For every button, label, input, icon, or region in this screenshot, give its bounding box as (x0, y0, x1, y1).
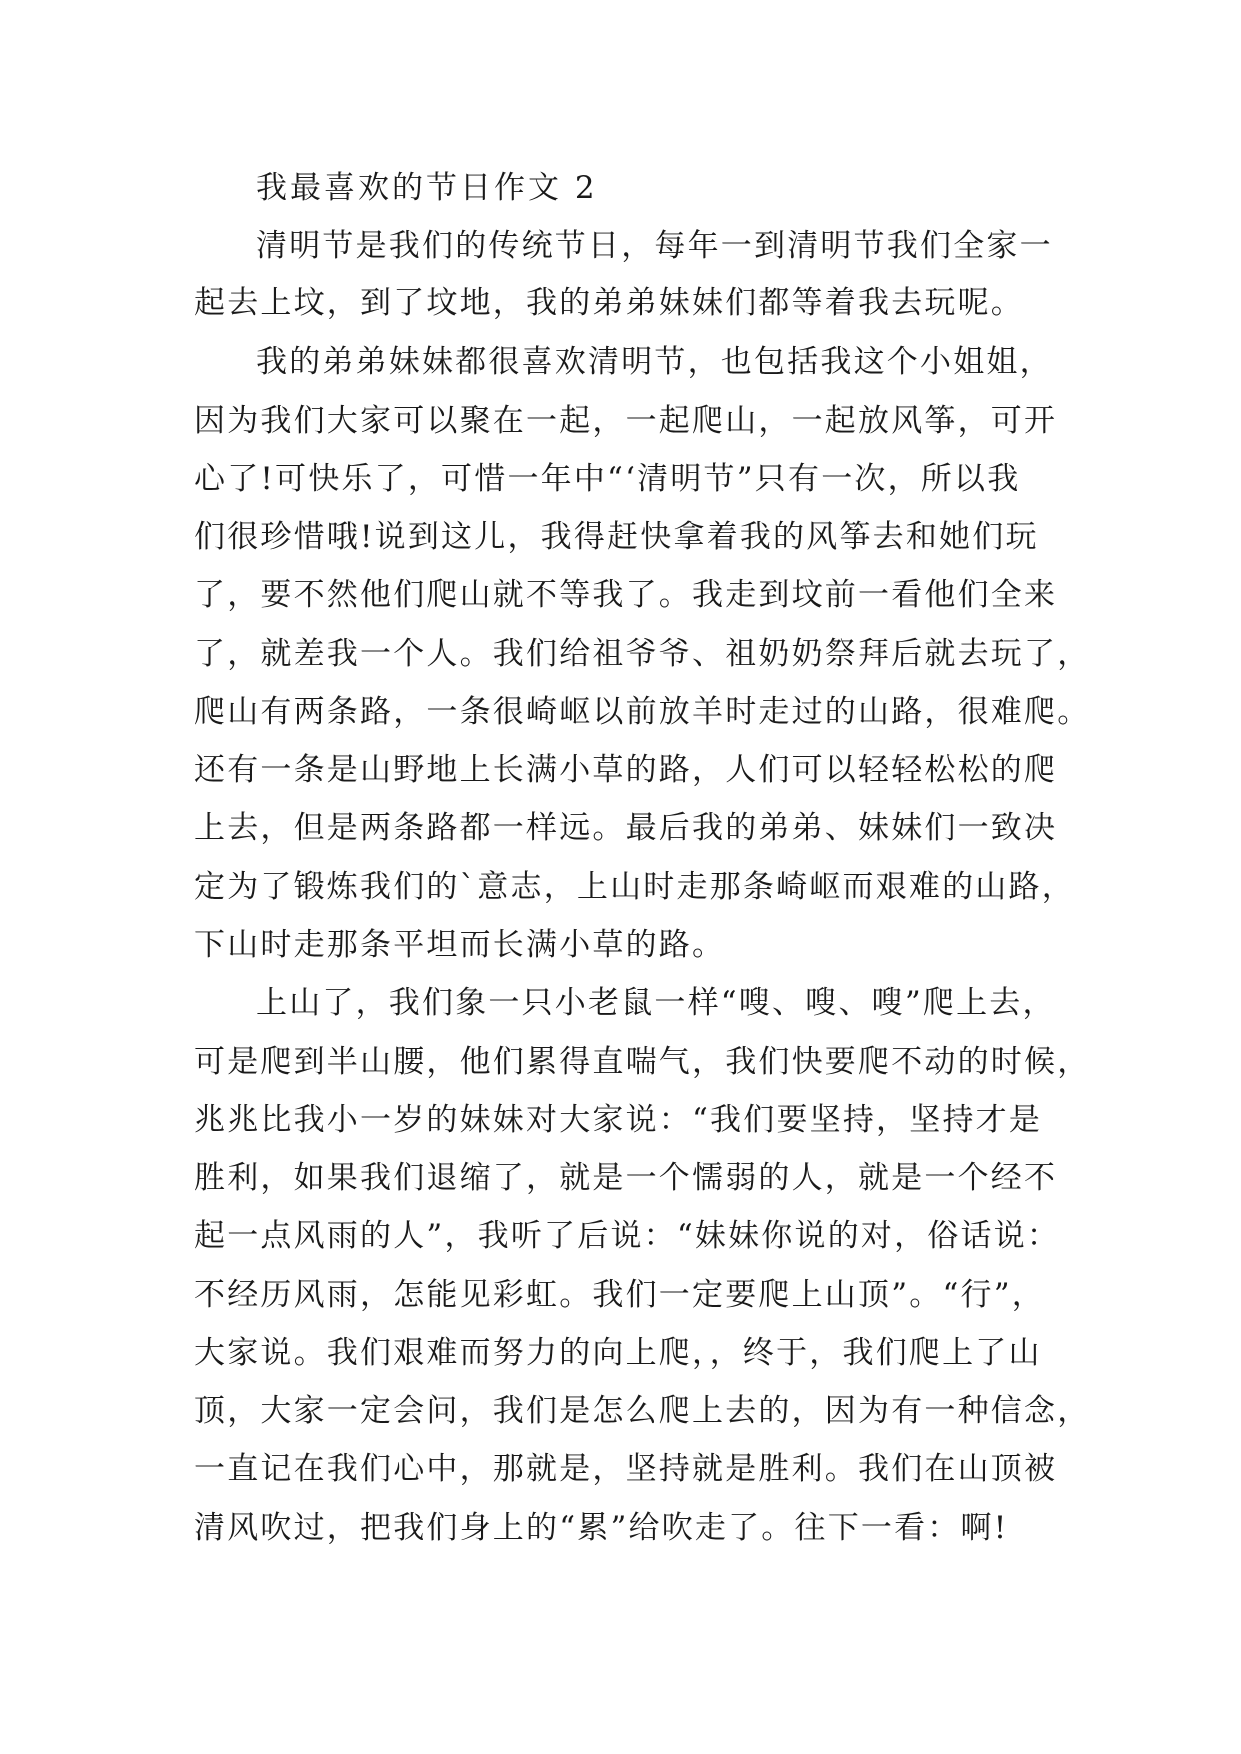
text-line: 上山了，我们象一只小老鼠一样“嗖、嗖、嗖”爬上去， (256, 985, 1056, 1021)
text-line: 还有一条是山野地上长满小草的路，人们可以轻轻松松的爬 (194, 752, 1058, 788)
text-line: 一直记在我们心中，那就是，坚持就是胜利。我们在山顶被 (194, 1451, 1058, 1487)
text-line: 因为我们大家可以聚在一起，一起爬山，一起放风筝，可开 (194, 403, 1058, 439)
text-line: 起去上坟，到了坟地，我的弟弟妹妹们都等着我去玩呢。 (194, 285, 1024, 321)
text-line: 兆兆比我小一岁的妹妹对大家说：“我们要坚持，坚持才是 (194, 1102, 1043, 1138)
text-line: 可是爬到半山腰，他们累得直喘气，我们快要爬不动的时候， (194, 1044, 1091, 1080)
text-line: 心了!可快乐了，可惜一年中“‘清明节”只有一次，所以我 (194, 461, 1021, 497)
text-line: 顶，大家一定会问，我们是怎么爬上去的，因为有一种信念， (194, 1393, 1091, 1429)
text-line: 们很珍惜哦!说到这儿，我得赶快拿着我的风筝去和她们玩 (194, 519, 1039, 555)
text-line: 胜利，如果我们退缩了，就是一个懦弱的人，就是一个经不 (194, 1160, 1058, 1196)
text-line: 下山时走那条平坦而长满小草的路。 (194, 927, 726, 963)
text-line: 起一点风雨的人”，我听了后说：“妹妹你说的对，俗话说： (194, 1218, 1061, 1254)
text-line: 大家说。我们艰难而努力的向上爬，，终于，我们爬上了山 (194, 1335, 1042, 1371)
document-title: 我最喜欢的节日作文 2 (256, 170, 598, 206)
text-line: 清明节是我们的传统节日，每年一到清明节我们全家一 (256, 228, 1053, 264)
text-line: 清风吹过，把我们身上的“累”给吹走了。往下一看：啊! (194, 1510, 1009, 1546)
text-line: 了，就差我一个人。我们给祖爷爷、祖奶奶祭拜后就去玩了， (194, 636, 1091, 672)
text-line: 上去，但是两条路都一样远。最后我的弟弟、妹妹们一致决 (194, 810, 1058, 846)
text-line: 我的弟弟妹妹都很喜欢清明节，也包括我这个小姐姐， (256, 344, 1053, 380)
text-line: 不经历风雨，怎能见彩虹。我们一定要爬上山顶”。“行”， (194, 1277, 1045, 1313)
text-line: 了，要不然他们爬山就不等我了。我走到坟前一看他们全来 (194, 577, 1058, 613)
text-line: 爬山有两条路，一条很崎岖以前放羊时走过的山路，很难爬。 (194, 694, 1091, 730)
text-line: 定为了锻炼我们的`意志，上山时走那条崎岖而艰难的山路， (194, 869, 1075, 905)
